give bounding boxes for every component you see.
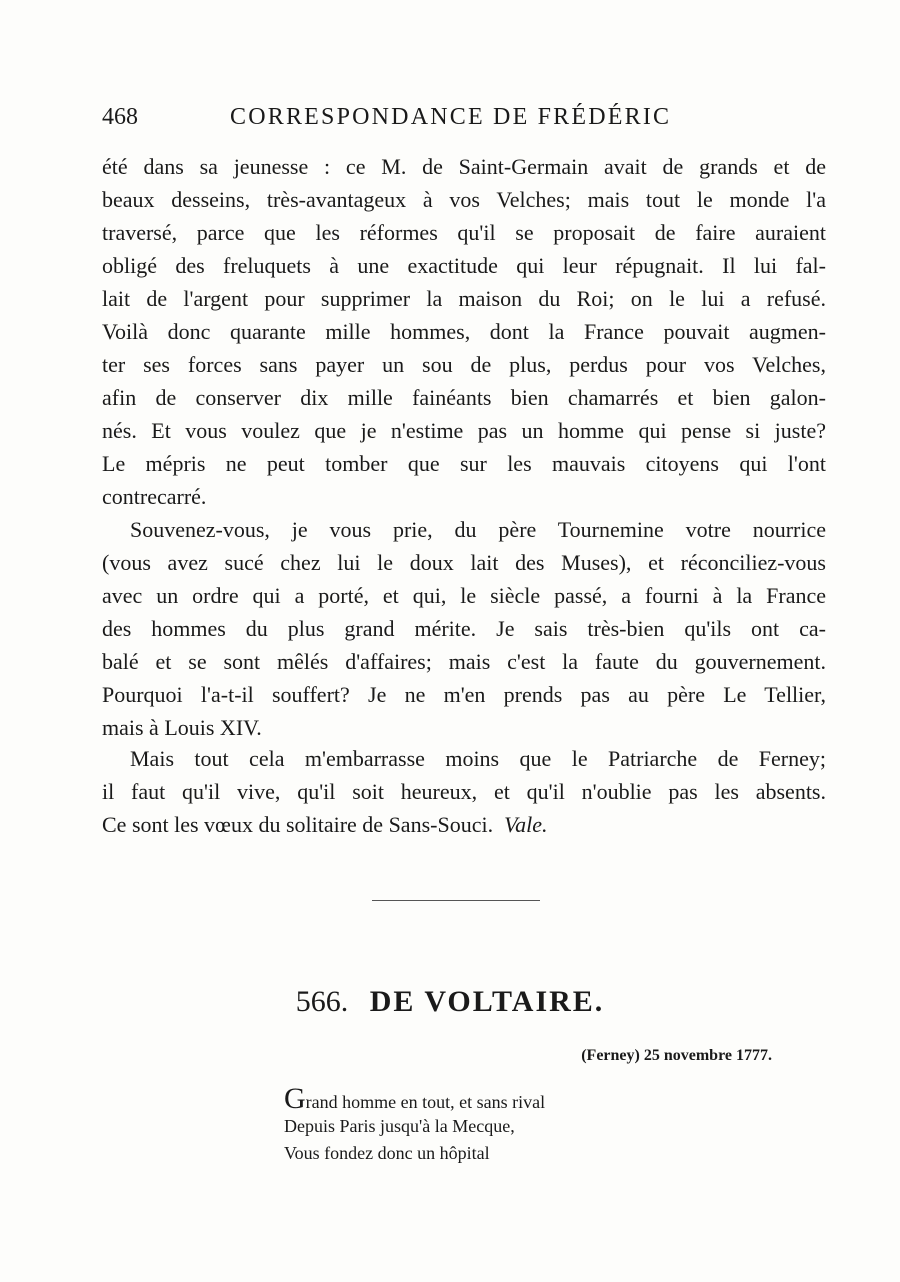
running-header (102, 104, 826, 136)
line-text: nés. Et vous voulez que je n'estime pas un homme qui pense si juste? (102, 418, 826, 443)
text-line (102, 713, 826, 743)
text-line (102, 810, 826, 840)
line-text: afin de conserver dix mille fainéants bien chamarrés et bien galon- (102, 385, 826, 410)
line-text: Pourquoi l'a-t-il souffert? Je ne m'en prends pas au père Le Tellier, (102, 682, 826, 707)
line-text: (vous avez sucé chez lui le doux lait des Muses), et réconciliez-vous (102, 550, 826, 575)
text-line (102, 482, 826, 512)
line-text: beaux desseins, très-avantageux à vos Velches; mais tout le monde l'a (102, 187, 826, 212)
verse-text: rand homme en tout, et sans rival (305, 1092, 546, 1112)
text-line (102, 680, 826, 710)
line-text: obligé des freluquets à une exactitude qui leur répugnait. Il lui fal- (102, 253, 826, 278)
line-text: été dans sa jeunesse : ce M. de Saint-Germain avait de grands et de (102, 154, 826, 179)
line-text: mais à Louis XIV. (102, 715, 262, 740)
text-line (102, 350, 826, 380)
text-line (102, 317, 826, 347)
letter-date: (Ferney) 25 novembre 1777. (581, 1047, 772, 1064)
text-line (130, 515, 826, 545)
line-text: Le mépris ne peut tomber que sur les mauvais citoyens qui l'ont (102, 451, 826, 476)
line-text: Ce sont les vœux du solitaire de Sans-Souci. (102, 812, 494, 837)
text-line (102, 647, 826, 677)
text-line (102, 581, 826, 611)
line-text: ter ses forces sans payer un sou de plus, perdus pour vos Velches, (102, 352, 826, 377)
line-text: Souvenez-vous, je vous prie, du père Tournemine votre nourrice (130, 517, 826, 542)
text-line (102, 614, 826, 644)
line-text: Mais tout cela m'embarrasse moins que le Patriarche de Ferney; (130, 746, 826, 771)
letter-title: DE VOLTAIRE. (369, 985, 605, 1018)
text-line (130, 744, 826, 774)
line-text: balé et se sont mêlés d'affaires; mais c'est la faute du gouvernement. (102, 649, 826, 674)
closing-salutation: Vale. (504, 812, 548, 837)
text-line (102, 383, 826, 413)
text-line (102, 284, 826, 314)
line-text: traversé, parce que les réformes qu'il se proposait de faire auraient (102, 220, 826, 245)
text-line (102, 548, 826, 578)
line-text: Voilà donc quarante mille hommes, dont la France pouvait augmen- (102, 319, 826, 344)
text-line (102, 251, 826, 281)
text-line (102, 152, 826, 182)
line-text: il faut qu'il vive, qu'il soit heureux, et qu'il n'oublie pas les absents. (102, 779, 826, 804)
text-line (102, 777, 826, 807)
line-text: lait de l'argent pour supprimer la maison du Roi; on le lui a refusé. (102, 286, 826, 311)
text-line (102, 218, 826, 248)
letter-number: 566. (295, 985, 349, 1018)
verse-line: Depuis Paris jusqu'à la Mecque, (284, 1116, 515, 1136)
line-text: contrecarré. (102, 484, 207, 509)
verse-line (284, 1082, 546, 1115)
line-text: avec un ordre qui a porté, et qui, le siècle passé, a fourni à la France (102, 583, 826, 608)
text-line (102, 416, 826, 446)
letter-heading (0, 985, 900, 1019)
line-text: des hommes du plus grand mérite. Je sais très-bien qu'ils ont ca- (102, 616, 826, 641)
verse-line: Vous fondez donc un hôpital (284, 1143, 490, 1163)
running-title: CORRESPONDANCE DE FRÉDÉRIC (230, 104, 672, 130)
section-divider (372, 900, 540, 901)
drop-cap: G (284, 1082, 306, 1115)
page-number: 468 (102, 104, 138, 130)
text-line (102, 449, 826, 479)
text-line (102, 185, 826, 215)
